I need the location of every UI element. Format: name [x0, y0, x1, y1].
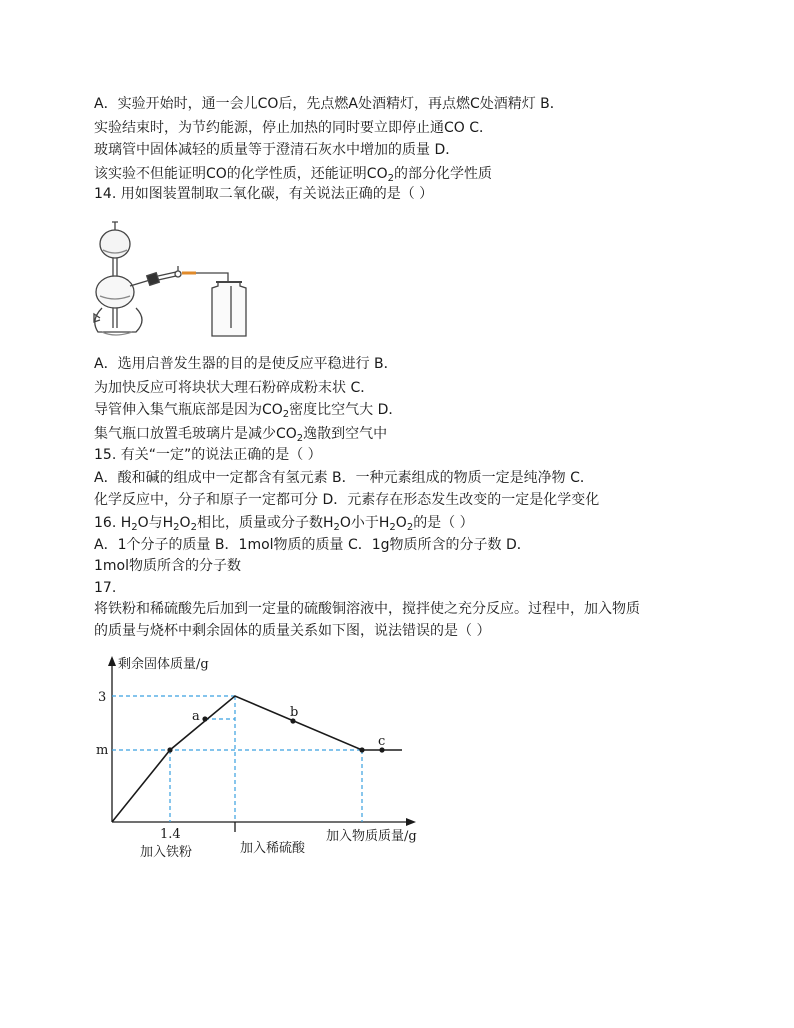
q16-stem: 16. $H_2O$与$H_2O_2$相比，质量或分子数$H_2O$小于$H_2O_2$的是（ ） [94, 515, 474, 533]
q17-stem-line1: 将铁粉和稀硫酸先后加到一定量的硫酸铜溶液中，搅拌使之充分反应。过程中，加入物质 [94, 601, 640, 617]
q13-option-c: 玻璃管中固体减轻的质量等于澄清石灰水中增加的质量 D． [94, 142, 460, 158]
q16-option-d: 1mol物质所含的分子数 [94, 558, 241, 574]
q17-number: 17. [94, 580, 117, 596]
x-tick-1.4: 1.4 [160, 827, 181, 842]
q14-option-a: A．选用启普发生器的目的是使反应平稳进行 B． [94, 356, 398, 372]
x-axis-label: 加入物质质量/g [326, 829, 417, 844]
label-a: a [192, 709, 200, 724]
label-b: b [290, 705, 299, 720]
y-tick-3: 3 [98, 690, 107, 705]
q13-option-b: 实验结束时，为节约能源，停止加热的同时要立即停止通CO C． [94, 120, 494, 136]
region-label-iron: 加入铁粉 [140, 845, 193, 860]
mass-curve [112, 696, 402, 822]
q15-option-cd: 化学反应中，分子和原子一定都可分 D．元素存在形态发生改变的一定是化学变化 [94, 492, 600, 508]
point-a [202, 716, 207, 721]
region-label-acid: 加入稀硫酸 [240, 841, 306, 856]
remaining-solid-mass-chart [90, 650, 435, 865]
q13-option-a: A．实验开始时，通一会儿CO后，先点燃A处酒精灯，再点燃C处酒精灯 B． [94, 96, 564, 112]
point-after-b [359, 747, 364, 752]
x-axis-arrow [406, 818, 416, 826]
y-tick-m: m [96, 743, 109, 758]
q17-stem-line2: 的质量与烧杯中剩余固体的质量关系如下图，说法错误的是（ ） [94, 623, 491, 639]
y-axis-arrow [108, 656, 116, 666]
q15-option-ab: A．酸和碱的组成中一定都含有氢元素 B．一种元素组成的物质一定是纯净物 C． [94, 470, 594, 486]
label-c: c [378, 734, 386, 749]
q14-option-b: 为加快反应可将块状大理石粉碎成粉末状 C． [94, 380, 375, 396]
q14-stem: 14. 用如图装置制取二氧化碳，有关说法正确的是（ ） [94, 186, 434, 202]
guide-dashes [112, 696, 362, 822]
point-m-at-1.4 [167, 747, 172, 752]
kipp-generator-apparatus [92, 216, 272, 344]
q15-stem: 15. 有关“一定”的说法正确的是（ ） [94, 447, 322, 463]
q14-option-c: 导管伸入集气瓶底部是因为$CO_2$密度比空气大 D． [94, 402, 403, 420]
q13-option-d: 该实验不但能证明CO的化学性质，还能证明$CO_2$的部分化学性质 [94, 166, 492, 184]
q14-option-d: 集气瓶口放置毛玻璃片是减少$CO_2$逸散到空气中 [94, 426, 388, 444]
y-axis-label: 剩余固体质量/g [118, 657, 209, 672]
q16-option-abc: A．1个分子的质量 B．1mol物质的质量 C．1g物质所含的分子数 D． [94, 537, 531, 553]
